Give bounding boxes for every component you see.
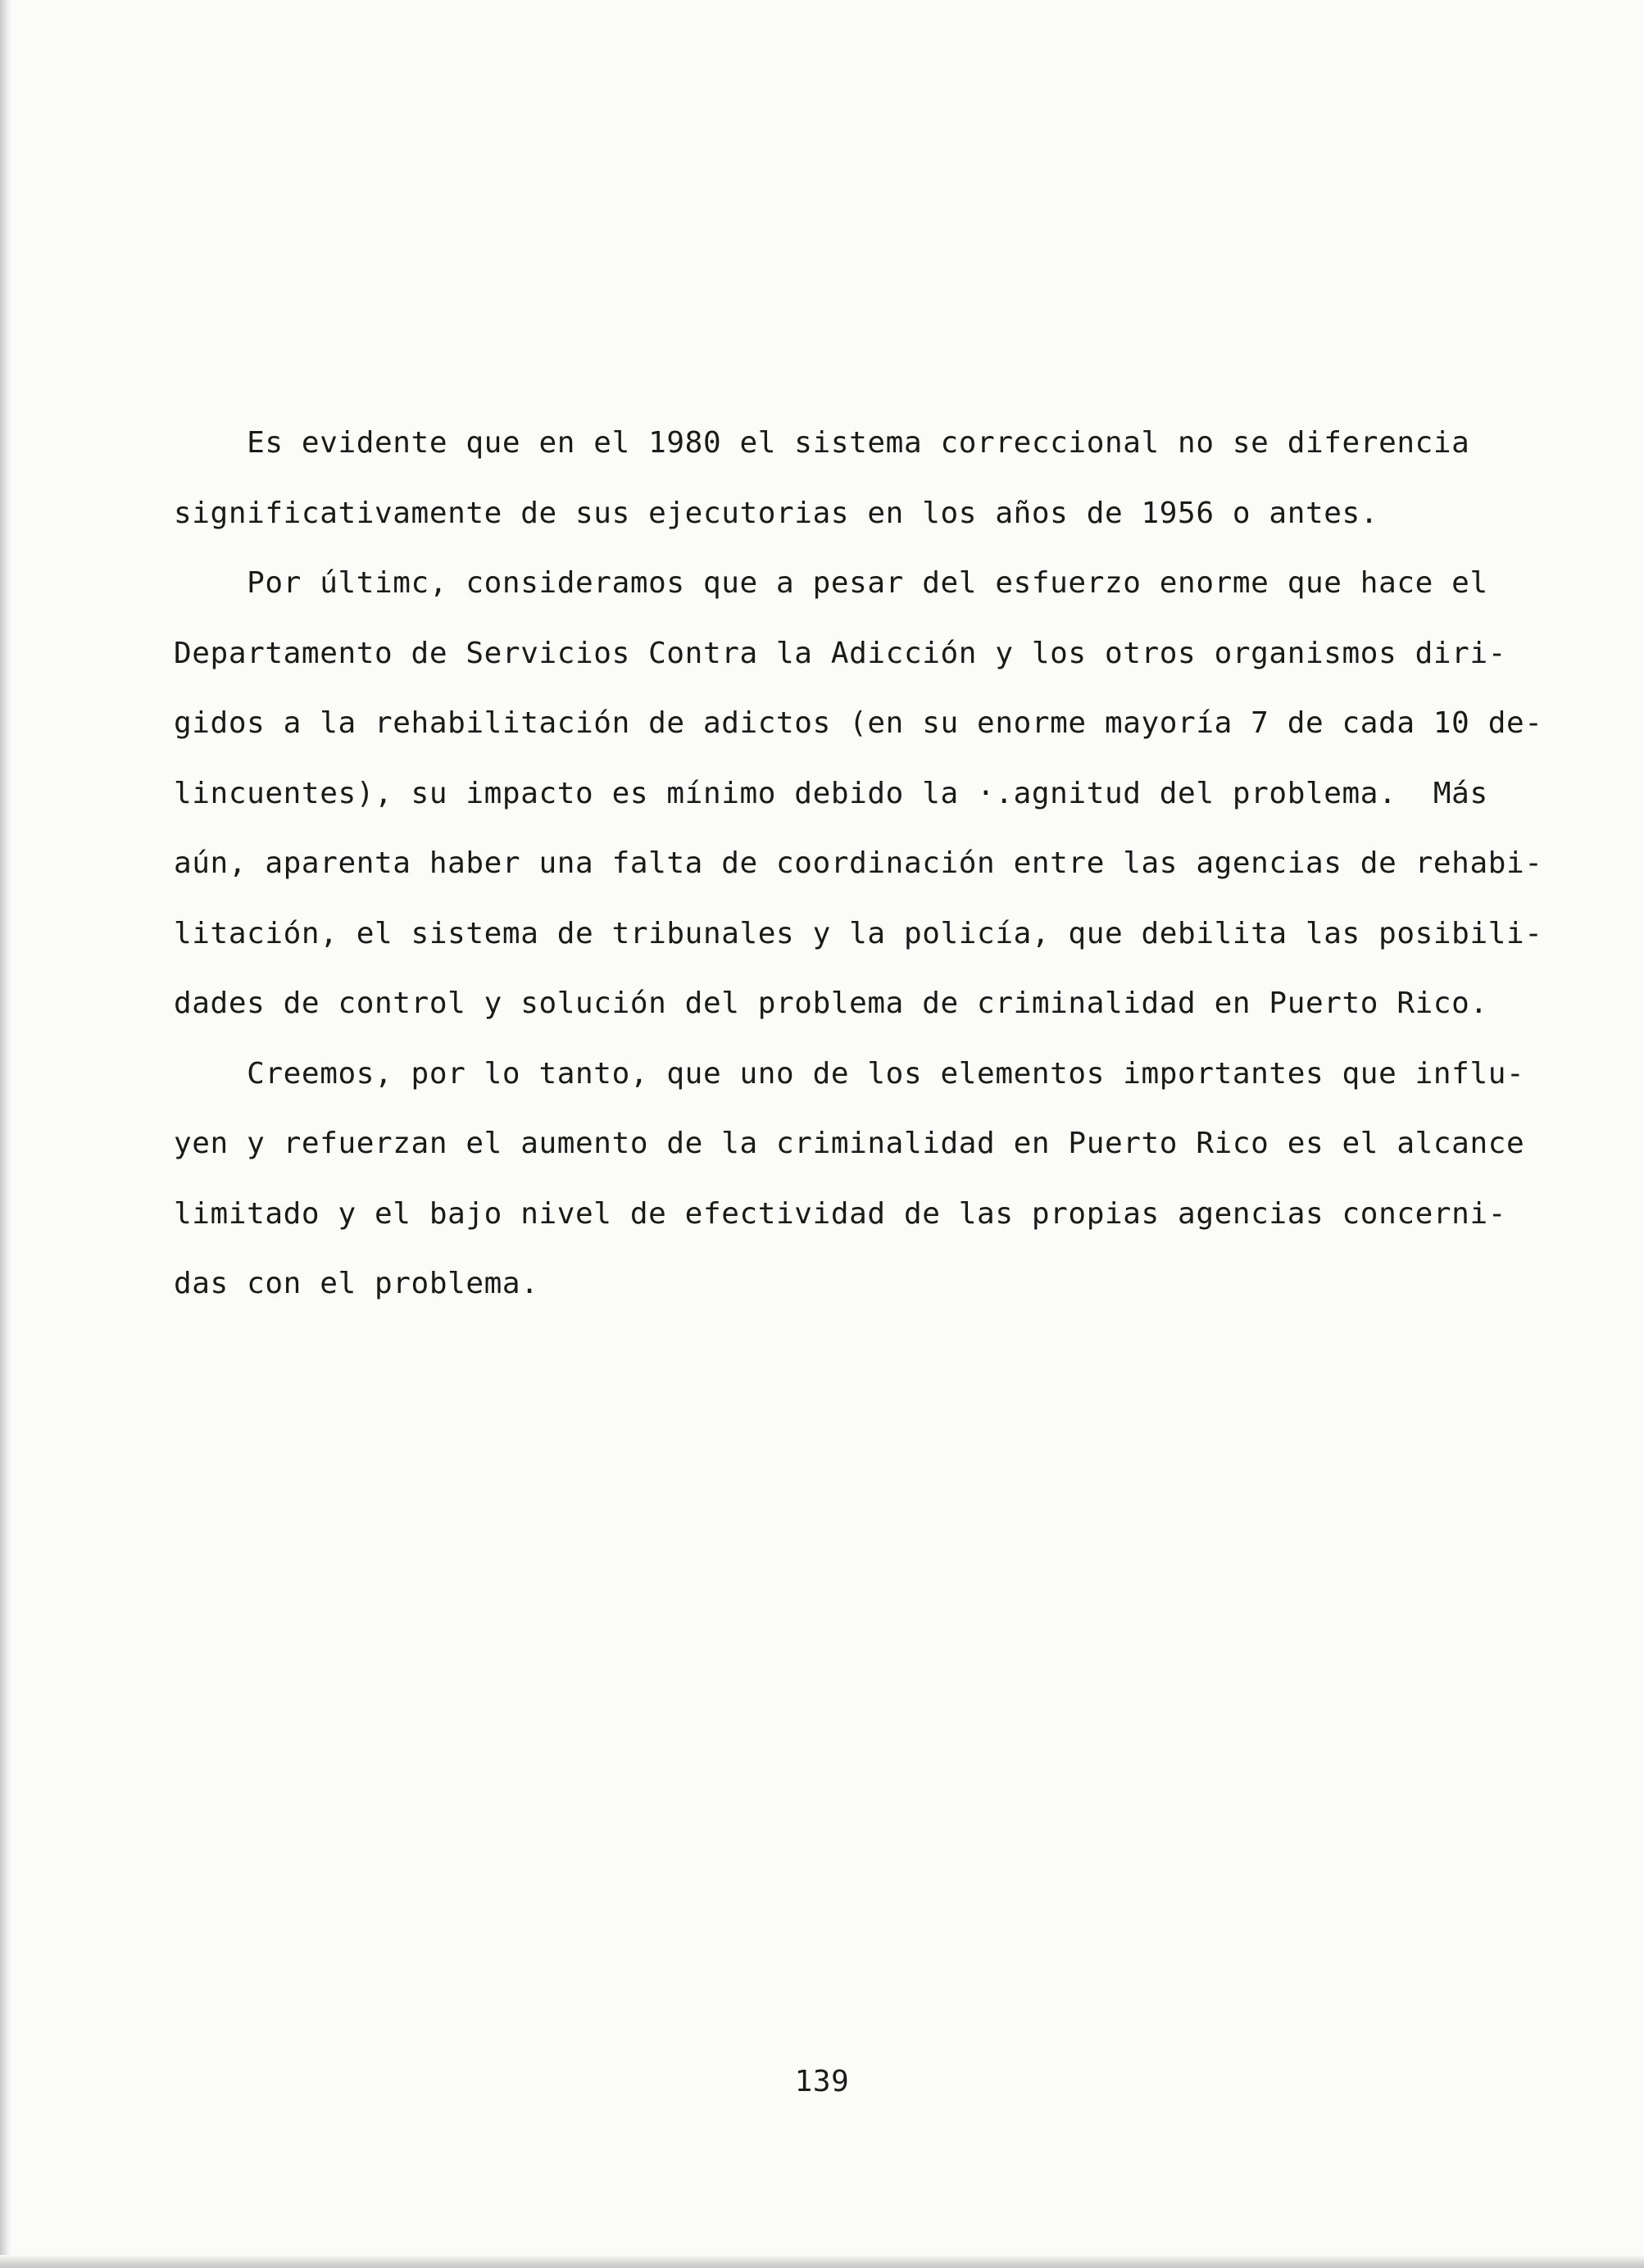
- body-text: [174, 408, 1543, 1319]
- text-line: dades de control y solución del problema de criminalidad en Puerto Rico.: [174, 987, 1488, 1020]
- text-line: aún, aparenta haber una falta de coordinación entre las agencias de rehabi-: [174, 846, 1543, 880]
- text-line: Departamento de Servicios Contra la Adicción y los otros organismos diri-: [174, 636, 1506, 670]
- page-number: 139: [794, 2065, 850, 2098]
- text-line: das con el problema.: [174, 1267, 539, 1300]
- text-line: gidos a la rehabilitación de adictos (en su enorme mayoría 7 de cada 10 de-: [174, 706, 1543, 740]
- text-line: Creemos, por lo tanto, que uno de los elementos importantes que influ-: [174, 1056, 1525, 1091]
- scan-left-edge: [0, 0, 11, 2268]
- scan-bottom-edge: [0, 2255, 1644, 2268]
- text-line: yen y refuerzan el aumento de la criminalidad en Puerto Rico es el alcance: [174, 1127, 1525, 1160]
- text-line: limitado y el bajo nivel de efectividad de las propias agencias concerni-: [174, 1196, 1506, 1231]
- text-line: lincuentes), su impacto es mínimo debido la ·.agnitud del problema. Más: [174, 776, 1488, 810]
- text-line: litación, el sistema de tribunales y la policía, que debilita las posibili-: [174, 916, 1543, 950]
- text-line: Es evidente que en el 1980 el sistema correccional no se diferencia: [174, 426, 1470, 460]
- text-line: significativamente de sus ejecutorias en los años de 1956 o antes.: [174, 496, 1379, 530]
- text-line: Por últimc, consideramos que a pesar del esfuerzo enorme que hace el: [174, 566, 1488, 600]
